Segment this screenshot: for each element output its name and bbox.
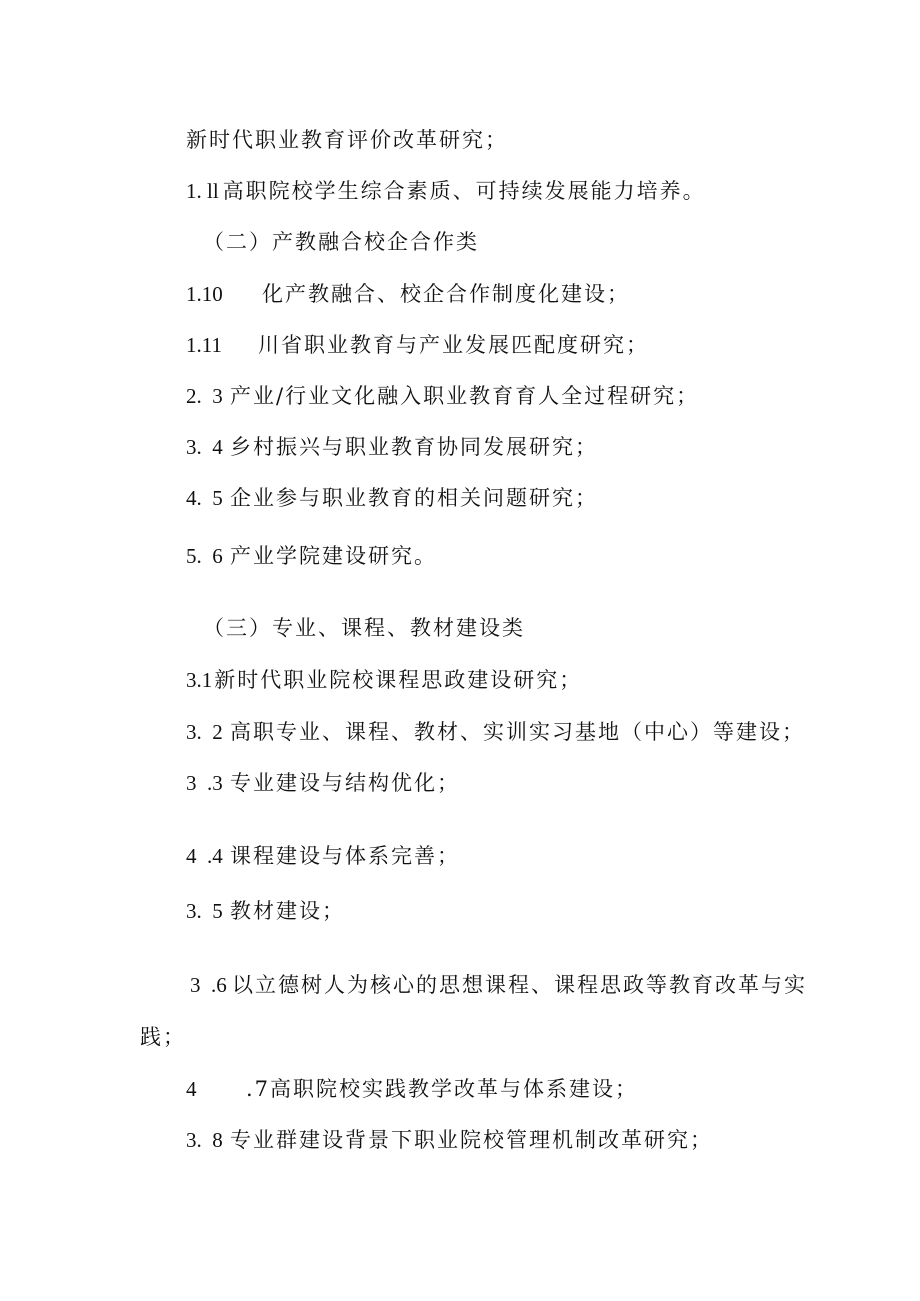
list-item <box>190 971 807 999</box>
continuation-line <box>140 1023 186 1051</box>
list-item <box>186 1126 713 1154</box>
section-heading <box>203 228 479 256</box>
item-text: 课程建设与体系完善； <box>230 844 460 868</box>
section-heading <box>203 614 525 642</box>
list-item <box>186 718 805 746</box>
item-number: 4 .4 <box>186 844 223 868</box>
item-number: 3 .6 <box>190 973 227 997</box>
list-item <box>186 433 598 461</box>
list-item <box>186 897 345 925</box>
list-item <box>186 769 460 797</box>
item-number: 3. 2 <box>186 720 223 744</box>
item-number: 2. 3 <box>186 384 223 408</box>
item-text: .7高职院校实践教学改革与体系建设； <box>246 1077 639 1101</box>
list-item <box>186 1075 638 1103</box>
item-text: 高职院校学生综合素质、可持续发展能力培养。 <box>222 179 706 203</box>
item-number: 4. 5 <box>186 486 223 510</box>
item-text: 产业学院建设研究。 <box>230 544 437 568</box>
item-text: 专业群建设背景下职业院校管理机制改革研究； <box>230 1128 713 1152</box>
item-text: 产业/行业文化融入职业教育育人全过程研究； <box>230 384 700 408</box>
list-item <box>186 542 437 570</box>
item-text: 教材建设； <box>230 899 345 923</box>
list-item <box>186 177 706 205</box>
item-text: 化产教融合、校企合作制度化建设； <box>262 282 630 306</box>
item-number: 1. ll <box>186 179 219 203</box>
item-number: 3.1 <box>186 668 213 692</box>
list-item <box>186 331 649 359</box>
item-text: 专业建设与结构优化； <box>230 771 460 795</box>
item-text: 企业参与职业教育的相关问题研究； <box>230 486 598 510</box>
item-text: 川省职业教育与产业发展匹配度研究； <box>258 333 649 357</box>
item-text: 践； <box>140 1025 186 1049</box>
item-text: 高职专业、课程、教材、实训实习基地（中心）等建设； <box>230 720 805 744</box>
item-text: 新时代职业教育评价改革研究； <box>186 128 508 152</box>
list-item <box>186 666 582 694</box>
list-item <box>186 280 630 308</box>
item-number: 3. 4 <box>186 435 223 459</box>
item-number: 4 <box>186 1077 197 1101</box>
section-heading-text: （三）专业、课程、教材建设类 <box>203 616 525 640</box>
item-text: 乡村振兴与职业教育协同发展研究； <box>230 435 598 459</box>
item-number: 3. 8 <box>186 1128 223 1152</box>
item-number: 1.11 <box>186 333 222 357</box>
item-number: 3. 5 <box>186 899 223 923</box>
item-text: 以立德树人为核心的思想课程、课程思政等教育改革与实 <box>232 973 807 997</box>
list-item <box>186 842 460 870</box>
text-line <box>186 126 508 154</box>
item-text: 新时代职业院校课程思政建设研究； <box>214 668 583 692</box>
item-number: 5. 6 <box>186 544 223 568</box>
item-number: 3 .3 <box>186 771 223 795</box>
section-heading-text: （二）产教融合校企合作类 <box>203 230 479 254</box>
list-item <box>186 382 699 410</box>
list-item <box>186 484 598 512</box>
item-number: 1.10 <box>186 282 223 306</box>
